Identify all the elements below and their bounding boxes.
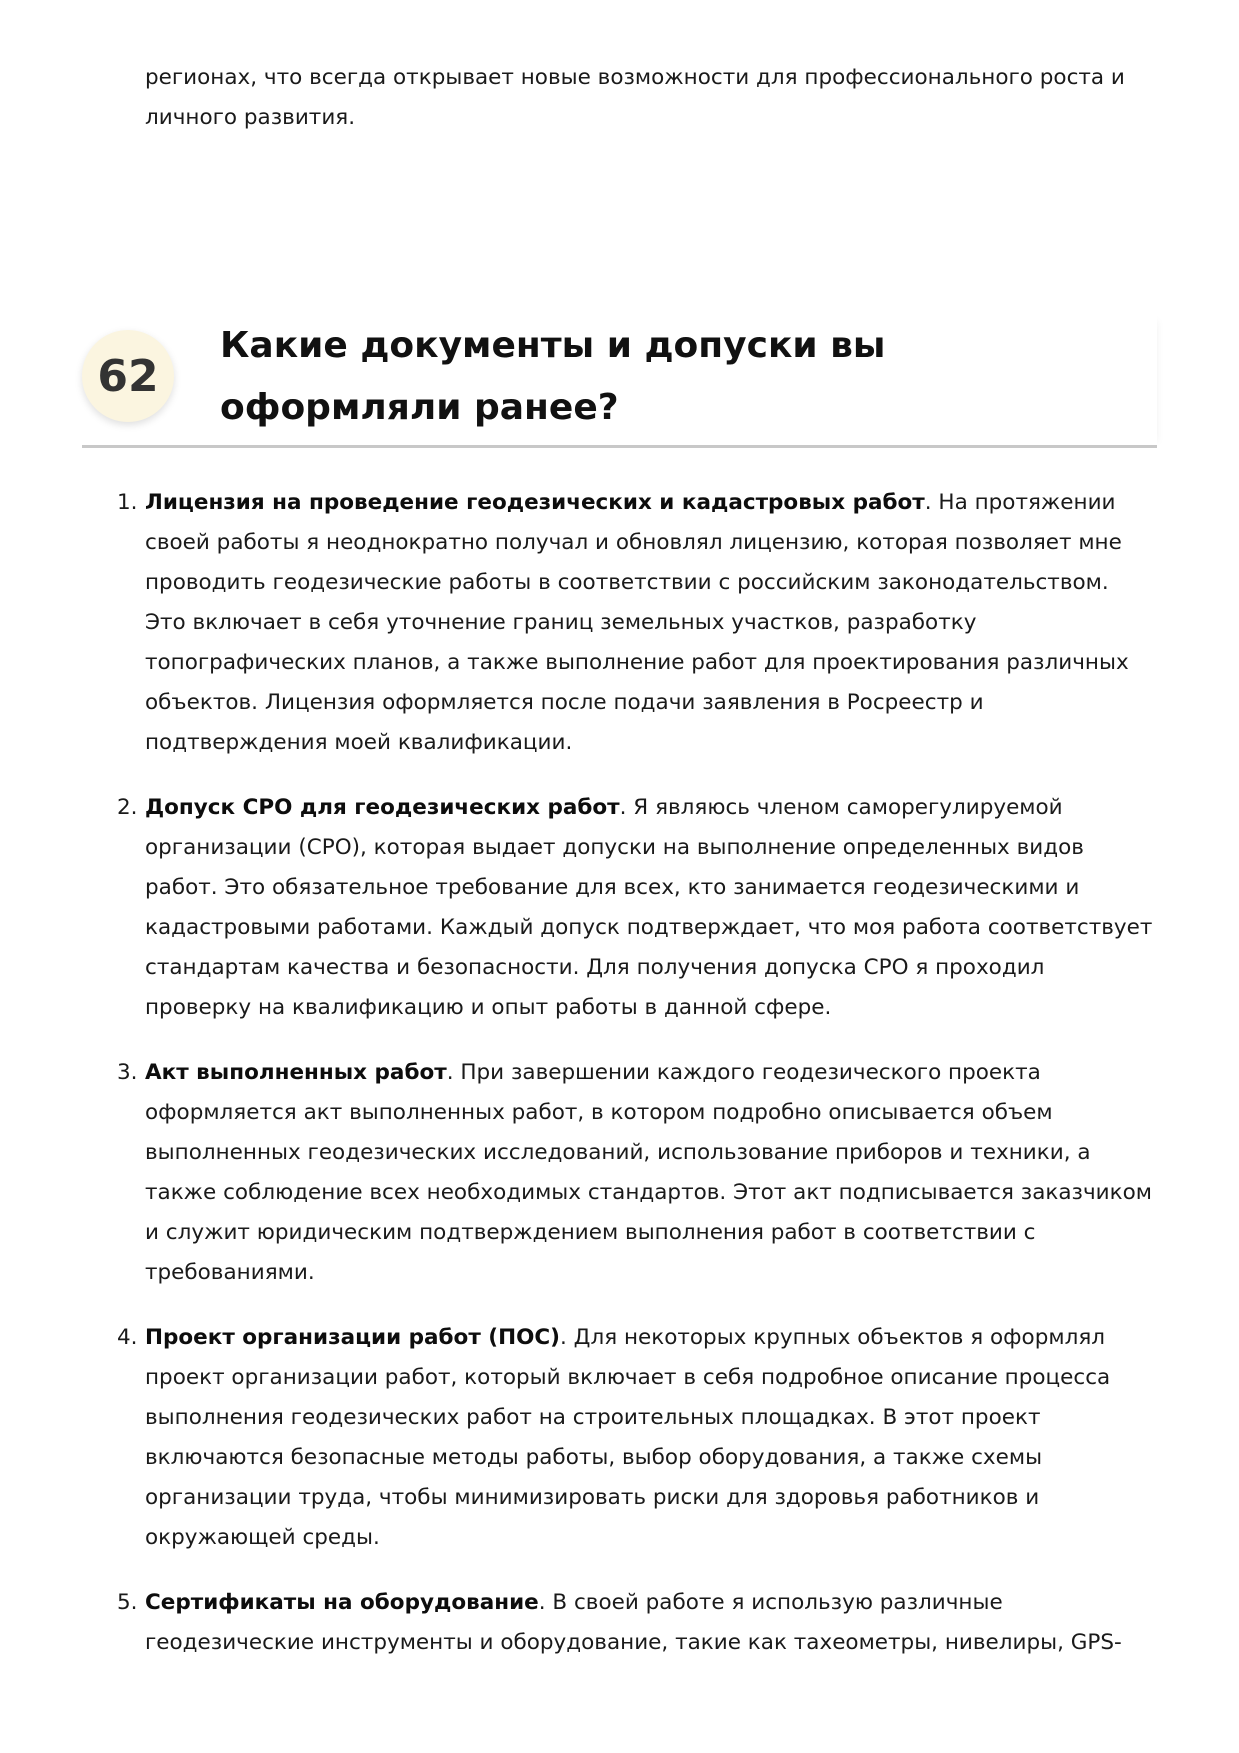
item-text: . Я являюсь членом саморегулируемой организации (СРО), которая выдает допуски на выполнение определенных видов работ. Это обязательное требование для всех, кто занимается геодезическими и кадастровыми работами. Каждый допуск подтверждает, что моя работа соответствует стандартам качества и безопасности. Для получения допуска СРО я проходил проверку на квалификацию и опыт работы в данной сфере. — [145, 795, 1153, 1020]
item-number: 3. — [117, 1060, 138, 1085]
item-title: Допуск СРО для геодезических работ — [145, 795, 620, 820]
answer-item — [117, 1318, 1155, 1558]
item-title: Проект организации работ (ПОС) — [145, 1325, 560, 1350]
question-title: Какие документы и допуски вы оформляли ранее? — [220, 325, 886, 428]
item-text: . На протяжении своей работы я неоднократно получал и обновлял лицензию, которая позволяет мне проводить геодезические работы в соответствии с российским законодательством. Это включает в себя уточнение границ земельных участков, разработку топографических планов, а также выполнение работ для проектирования различных объектов. Лицензия оформляется после подачи заявления в Росреестр и подтверждения моей квалификации. — [145, 490, 1129, 755]
item-text: . При завершении каждого геодезического проекта оформляется акт выполненных работ, в котором подробно описывается объем выполненных геодезических исследований, использование приборов и техники, а также соблюдение всех необходимых стандартов. Этот акт подписывается заказчиком и служит юридическим подтверждением выполнения работ в соответствии с требованиями. — [145, 1060, 1152, 1285]
item-number: 2. — [117, 795, 138, 820]
answer-item — [117, 483, 1155, 763]
question-header — [82, 315, 1157, 448]
intro-paragraph: регионах, что всегда открывает новые возможности для профессионального роста и личного развития. — [145, 65, 1125, 130]
item-text: . В своей работе я использую различные геодезические инструменты и оборудование, такие как тахеометры, нивелиры, GPS- — [145, 1590, 1122, 1655]
item-title: Сертификаты на оборудование — [145, 1590, 539, 1615]
question-number-badge: 62 — [82, 330, 174, 422]
item-number: 1. — [117, 490, 138, 515]
answer-item — [117, 1053, 1155, 1293]
item-title: Лицензия на проведение геодезических и кадастровых работ — [145, 490, 925, 515]
item-number: 4. — [117, 1325, 138, 1350]
answer-item — [117, 788, 1155, 1028]
item-number: 5. — [117, 1590, 138, 1615]
item-title: Акт выполненных работ — [145, 1060, 447, 1085]
item-text: . Для некоторых крупных объектов я оформлял проект организации работ, который включает в себя подробное описание процесса выполнения геодезических работ на строительных площадках. В этот проект включаются безопасные методы работы, выбор оборудования, а также схемы организации труда, чтобы минимизировать риски для здоровья работников и окружающей среды. — [145, 1325, 1111, 1550]
answer-list — [117, 483, 1155, 1688]
answer-item — [117, 1583, 1155, 1663]
